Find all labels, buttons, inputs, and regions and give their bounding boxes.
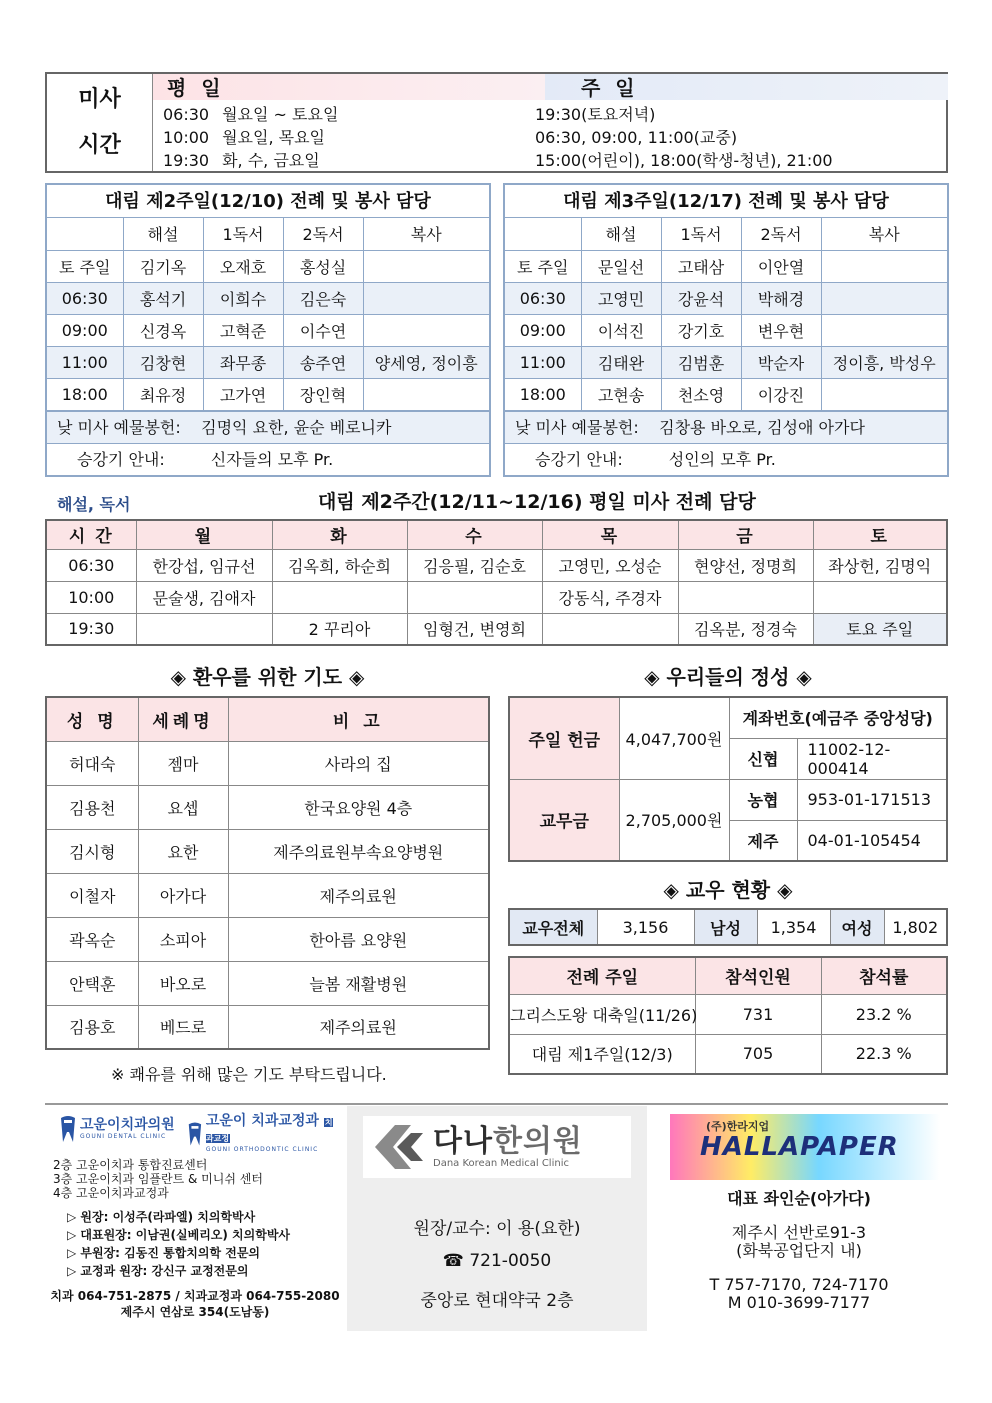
patients-note: ※ 쾌유를 위해 많은 기도 부탁드립니다. [111, 1065, 387, 1084]
weekday-mass-list [163, 103, 338, 172]
dental-staff: ▷ 원장: 이성주(라파엘) 치의학박사 ▷ 대표원장: 이남권(실베리오) 치의학박사 ▷ 부원장: 김동진 통합치의학 전문의 ▷ 교정과 원장: 강신구 교정전문의 [67, 1210, 291, 1278]
duty-row: 토 주일 김기옥 오재호 홍성실 [47, 250, 489, 282]
sunday-duty-table-week3 [503, 183, 949, 477]
account-header: 계좌번호(예금주 중앙성당) [729, 697, 947, 738]
dental-clinic-ad [45, 1106, 345, 1331]
patient-row: 허대숙 젬마 사라의 집 [46, 741, 489, 785]
dana-logo-mark-icon [371, 1121, 433, 1173]
halla-ceo: 대표 좌인순(아가다) [727, 1189, 871, 1208]
sunday-mass-heading: 주 일 [545, 74, 948, 100]
members-row: 교우전체 3,156 남성 1,354 여성 1,802 [509, 909, 947, 945]
sunday-collection-label: 주일 헌금 [509, 697, 619, 779]
weekday-mass-heading: 평 일 [153, 74, 545, 100]
weekday-row: 10:00 문술생, 김애자 강동식, 주경자 [46, 581, 947, 613]
weekday-mass-row: 10:00 월요일, 목요일 [163, 128, 326, 147]
dues-amount: 2,705,000원 [619, 779, 729, 861]
dental-floors: 2층 고운이치과 통합진료센터 3층 고운이치과 임플란트 & 미니쉬 센터 4층 고운이치과교정과 [53, 1158, 263, 1200]
patient-row: 김시형 요한 제주의료원부속요양병원 [46, 829, 489, 873]
account-row: 교무금 2,705,000원 농협 953-01-171513 [509, 779, 947, 820]
attendance-header-row: 전례 주일 참석인원 참석률 [509, 957, 947, 994]
tooth-icon [59, 1114, 77, 1144]
halla-paper-ad [650, 1106, 948, 1331]
patients-table [45, 696, 490, 1050]
dana-address: 중앙로 현대약국 2층 [420, 1291, 574, 1311]
patient-row: 김용천 요셉 한국요양원 4층 [46, 785, 489, 829]
elevator-line: 승강기 안내: 성인의 모후 Pr. [505, 443, 947, 475]
patient-row: 안택훈 바오로 늘봄 재활병원 [46, 961, 489, 1005]
attendance-row: 대림 제1주일(12/3) 705 22.3 % [509, 1034, 947, 1074]
weekday-duty-note: 해설, 독서 [57, 495, 131, 514]
dental-contact: 치과 064-751-2875 / 치과교정과 064-755-2080 제주시 연삼로 354(도남동) [50, 1289, 340, 1319]
duty-row: 11:00 김창현 좌무종 송주연 양세영, 정이흥 [47, 346, 489, 378]
account-row: 제주 04-01-105454 [509, 820, 947, 861]
duty-row: 06:30 고영민 강윤석 박해경 [505, 282, 947, 314]
duty-row: 토 주일 문일선 고태삼 이안열 [505, 250, 947, 282]
duty-title: 대림 제2주일(12/10) 전례 및 봉사 담당 [47, 185, 489, 218]
halla-tel: T 757-7170, 724-7170 [709, 1275, 889, 1294]
mass-time-box [45, 72, 948, 173]
members-title: ◈ 교우 현황 ◈ [663, 878, 793, 902]
duty-title: 대림 제3주일(12/17) 전례 및 봉사 담당 [505, 185, 947, 218]
account-row: 신협 11002-12-000414 [509, 738, 947, 779]
halla-mobile: M 010-3699-7177 [727, 1293, 871, 1312]
mass-label-line2: 시간 [78, 132, 121, 158]
tooth-icon [187, 1119, 203, 1149]
attendance-row: 그리스도왕 대축일(11/26) 731 23.2 % [509, 994, 947, 1034]
weekday-header-row: 시 간 월 화 수 목 금 토 [46, 520, 947, 549]
dues-label: 교무금 [509, 779, 619, 861]
weekday-row: 06:30 한강섭, 임규선 김옥희, 하순희 김응필, 김순호 고영민, 오성순 현양선, 정명희 좌상헌, 김명익 [46, 549, 947, 581]
sunday-mass-row: 06:30, 09:00, 11:00(교중) [535, 128, 738, 147]
duty-row: 06:30 홍석기 이희수 김은숙 [47, 282, 489, 314]
sunday-duty-table-week2 [45, 183, 491, 477]
patients-title: ◈ 환우를 위한 기도 ◈ [170, 665, 365, 689]
patient-row: 이철자 아가다 제주의료원 [46, 873, 489, 917]
ads-divider [45, 1103, 948, 1105]
patient-row: 김용호 베드로 제주의료원 [46, 1005, 489, 1049]
offering-row [509, 697, 947, 738]
weekday-duty-title: 대림 제2주간(12/11~12/16) 평일 미사 전례 담당 [318, 491, 756, 513]
offertory-line: 낮 미사 예물봉헌: 김창용 바오로, 김성애 아가다 [505, 411, 947, 443]
sunday-mass-list [535, 103, 833, 172]
weekday-row: 19:30 2 꾸리아 임형건, 변영희 김옥분, 정경숙 토요 주일 [46, 613, 947, 645]
duty-grid [47, 218, 489, 411]
sunday-mass-row: 15:00(어린이), 18:00(학생-청년), 21:00 [535, 151, 833, 170]
duty-header-row: 해설 1독서 2독서 복사 [505, 218, 947, 250]
mass-time-label [47, 74, 153, 171]
duty-row: 18:00 고현송 천소영 이강진 [505, 378, 947, 410]
elevator-line: 승강기 안내: 신자들의 모후 Pr. [47, 443, 489, 475]
korean-medicine-clinic-ad [347, 1106, 647, 1331]
weekday-mass-row: 06:30 월요일 ~ 토요일 [163, 105, 339, 124]
dana-director: 원장/교수: 이 용(요한) [413, 1219, 581, 1239]
orthodontic-logo: 고운이 치과교정과 치과교정 GOUNI ORTHODONTIC CLINIC [187, 1114, 339, 1153]
halla-paper-logo: (주)한라지업 HALLAPAPER [670, 1114, 940, 1180]
offering-title: ◈ 우리들의 정성 ◈ [644, 665, 812, 689]
mass-label-line1: 미사 [78, 86, 121, 112]
sunday-mass-row: 19:30(토요저녁) [535, 105, 656, 124]
duty-row: 11:00 김태완 김범훈 박순자 정이흥, 박성우 [505, 346, 947, 378]
patients-header-row: 성 명 세례명 비 고 [46, 697, 489, 741]
weekday-duty-table [45, 519, 948, 646]
patient-row: 곽옥순 소피아 한아름 요양원 [46, 917, 489, 961]
offertory-line: 낮 미사 예물봉헌: 김명익 요한, 윤순 베로니카 [47, 411, 489, 443]
duty-row: 18:00 최유정 고가연 장인혁 [47, 378, 489, 410]
weekday-mass-row: 19:30 화, 수, 금요일 [163, 151, 320, 170]
attendance-table [508, 956, 948, 1075]
offering-table [508, 696, 948, 862]
members-table [508, 908, 948, 946]
dental-logo: 고운이치과의원 GOUNI DENTAL CLINIC [59, 1114, 175, 1144]
halla-address-line2: (화북공업단지 내) [736, 1241, 862, 1260]
halla-address-line1: 제주시 선반로91-3 [731, 1223, 867, 1242]
dana-clinic-logo: 다나한의원 Dana Korean Medical Clinic [363, 1116, 631, 1178]
dana-phone: ☎ 721-0050 [442, 1251, 552, 1271]
duty-header-row: 해설 1독서 2독서 복사 [47, 218, 489, 250]
duty-row: 09:00 신경옥 고혁준 이수연 [47, 314, 489, 346]
duty-grid [505, 218, 947, 411]
duty-row: 09:00 이석진 강기호 변우현 [505, 314, 947, 346]
dental-logos [59, 1114, 339, 1158]
sunday-collection-amount: 4,047,700원 [619, 697, 729, 779]
